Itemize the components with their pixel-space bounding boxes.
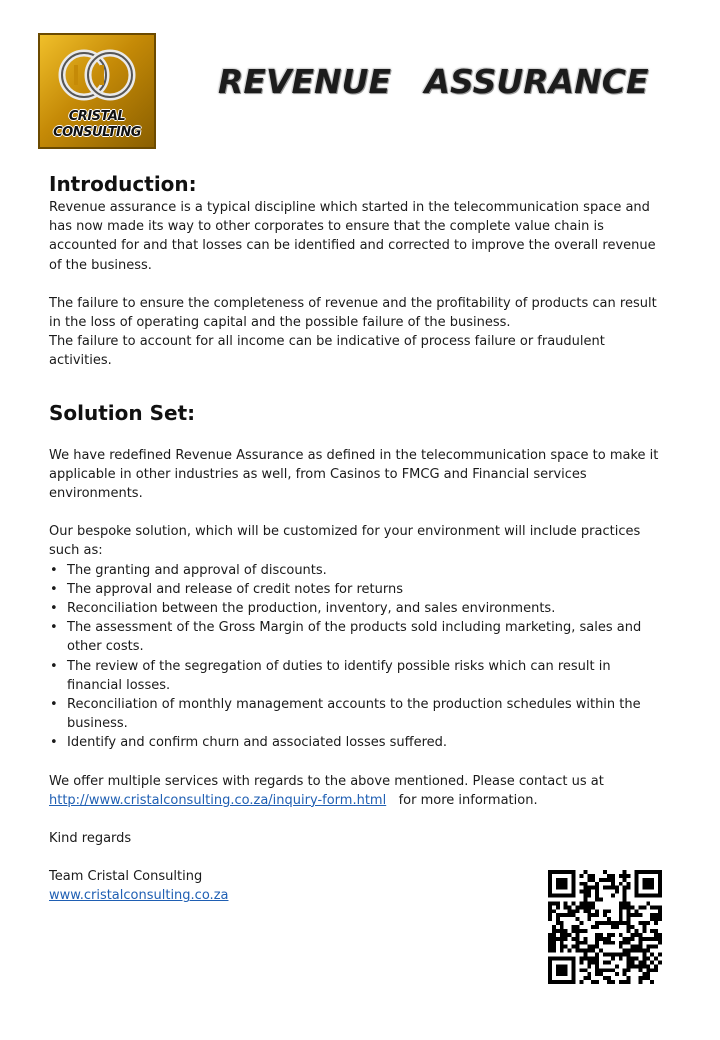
inquiry-form-link[interactable]: http://www.cristalconsulting.co.za/inquiry-form.html [49, 792, 387, 808]
cc-logo-icon [54, 39, 140, 111]
introduction-heading: Introduction: [49, 172, 197, 196]
contact-text-after: for more information. [398, 792, 538, 808]
list-item: • The granting and approval of discounts. [49, 561, 669, 580]
team-signature: Team Cristal Consulting [49, 869, 203, 885]
website-link[interactable]: www.cristalconsulting.co.za [49, 888, 229, 904]
page-title [218, 62, 649, 108]
list-item: • Reconciliation between the production, inventory, and sales environments. [49, 599, 669, 618]
practices-list [49, 561, 669, 753]
company-logo [38, 33, 156, 149]
logo-text-line2: CONSULTING [53, 125, 141, 140]
logo-text-line1: CRISTAL [68, 109, 126, 124]
contact-paragraph [49, 772, 669, 810]
qr-code-icon[interactable] [548, 870, 662, 984]
list-item: • The assessment of the Gross Margin of the products sold including marketing, sales and other costs. [49, 618, 669, 656]
intro-paragraph-2: The failure to ensure the completeness of revenue and the profitability of products can result in the loss of operating capital and the possible failure of the business. [49, 295, 657, 331]
solution-paragraph-1: We have redefined Revenue Assurance as defined in the telecommunication space to make it applicable in other industries as well, from Casinos to FMCG and Financial services environments. [49, 447, 659, 502]
list-item: • Reconciliation of monthly management accounts to the production schedules within the business. [49, 695, 669, 733]
list-item: • The approval and release of credit notes for returns [49, 580, 669, 599]
list-item: • Identify and confirm churn and associated losses suffered. [49, 733, 669, 752]
list-item: • The review of the segregation of duties to identify possible risks which can result in financial losses. [49, 657, 669, 695]
solution-heading: Solution Set: [49, 400, 196, 425]
kind-regards: Kind regards [49, 831, 132, 847]
title-word-2: ASSURANCE [424, 62, 649, 101]
intro-paragraph-1: Revenue assurance is a typical discipline which started in the telecommunication space and has now made its way to other corporates to ensure that the complete value chain is accounted for and that losses can be identified and corrected to improve the overall revenue of the business. [49, 200, 656, 273]
intro-paragraph-3: The failure to account for all income can be indicative of process failure or fraudulent activities. [49, 334, 605, 369]
contact-text: We offer multiple services with regards to the above mentioned. Please contact us at [49, 773, 604, 789]
title-word-1: REVENUE [218, 62, 391, 101]
solution-paragraph-2: Our bespoke solution, which will be customized for your environment will include practices such as: [49, 524, 641, 559]
document-body [49, 170, 669, 906]
